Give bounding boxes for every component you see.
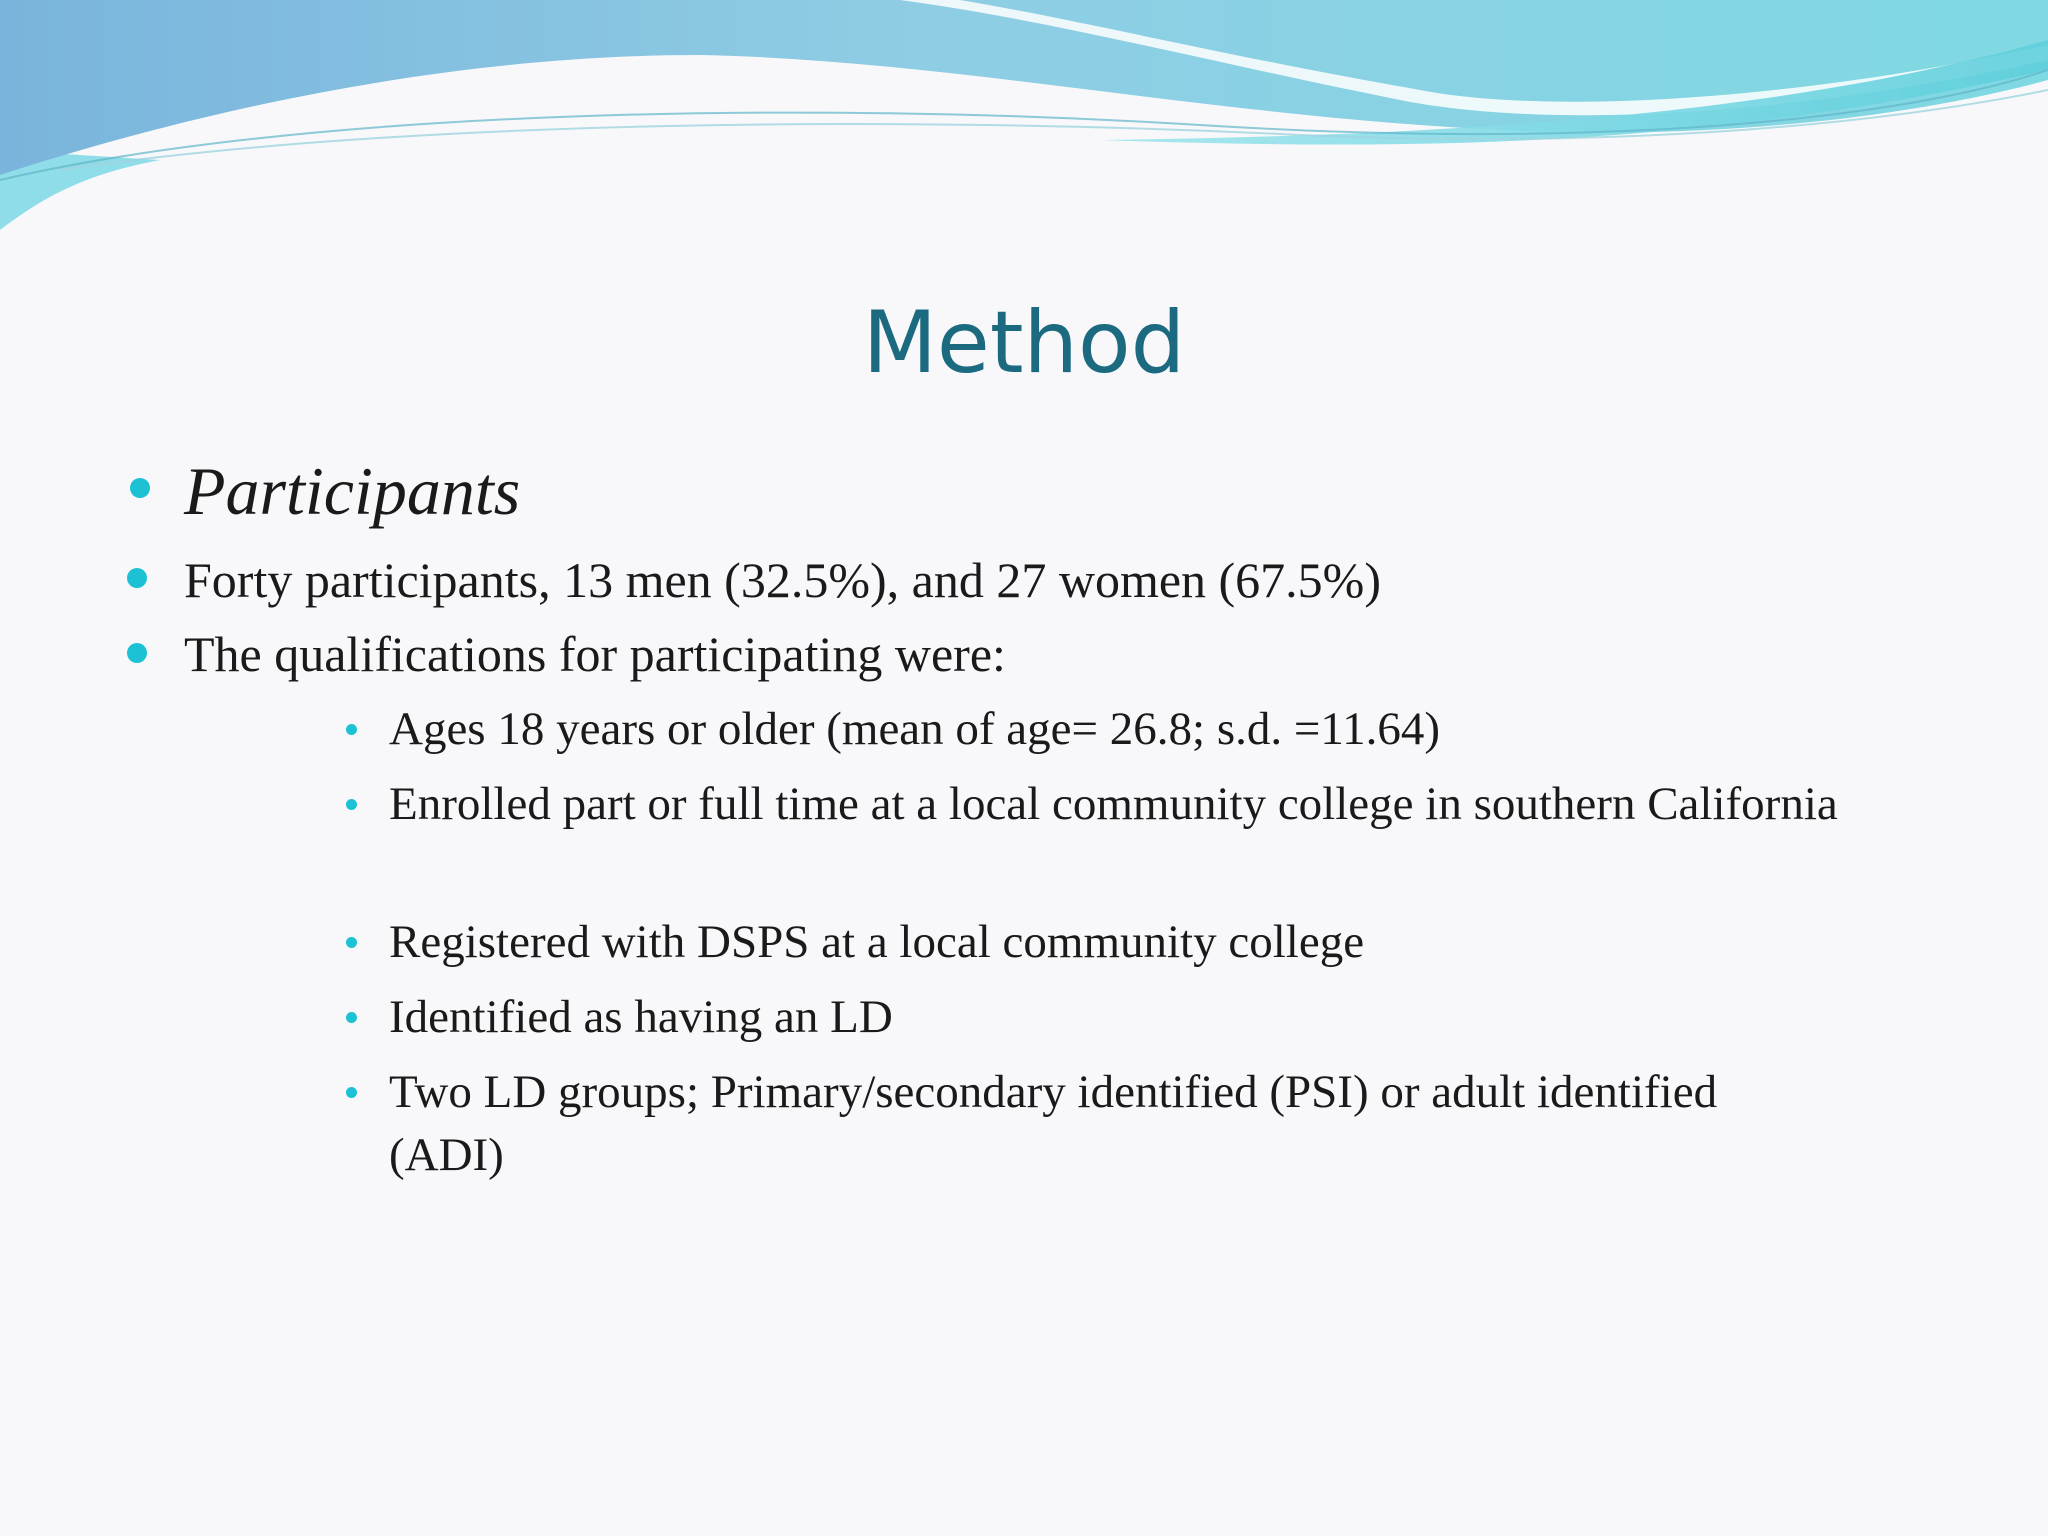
bullet-item: Forty participants, 13 men (32.5%), and 27 women (67.5%) [184,552,1381,608]
bullet-dot-icon [127,568,147,588]
section-heading: Participants [184,453,521,529]
sub-bullet-item: Enrolled part or full time at a local community college in southern California [389,778,1838,830]
sub-bullet-item: Registered with DSPS at a local community college [389,916,1365,968]
sub-bullet-dot-icon [346,724,357,735]
bullet-item: The qualifications for participating were: [184,626,1006,682]
sub-bullet-dot-icon [346,1012,357,1023]
bullet-dot-icon [127,643,147,663]
sub-bullet-dot-icon [346,799,357,810]
sub-bullet-dot-icon [346,1087,357,1098]
sub-bullet-item: Ages 18 years or older (mean of age= 26.8; s.d. =11.64) [389,703,1441,755]
bullet-dot-icon [130,478,150,498]
sub-bullet-item: Identified as having an LD [389,991,893,1043]
sub-bullet-dot-icon [346,937,357,948]
sub-bullet-item: Two LD groups; Primary/secondary identified (PSI) or adult identified (ADI) [389,1066,1718,1181]
slide-title: Method [862,293,1186,393]
